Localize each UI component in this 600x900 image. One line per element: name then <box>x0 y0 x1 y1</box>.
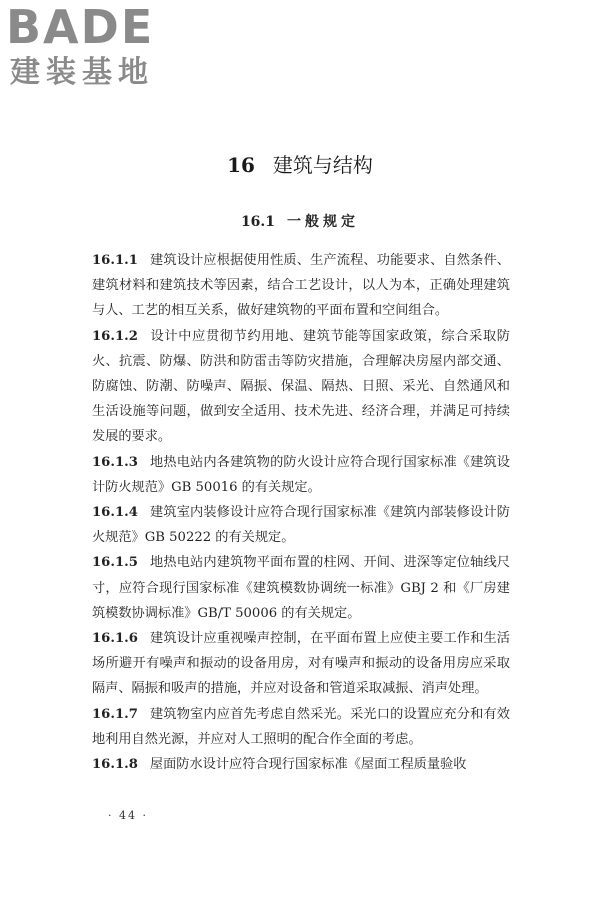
section-number: 16.1 <box>240 214 276 230</box>
clause-number: 16.1.8 <box>92 757 138 773</box>
clause-text: 设计中应贯彻节约用地、建筑节能等国家政策，综合采取防火、抗震、防爆、防洪和防雷击等防灾措施，合理解决房屋内部交通、防腐蚀、防潮、防噪声、隔振、保温、隔热、日照、采光、自然通风和生活设施等问题，做到安全适用、技术先进、经济合理，并满足可持续发展的要求。 <box>92 328 510 445</box>
clause <box>92 702 510 752</box>
clause-number: 16.1.5 <box>92 555 138 571</box>
clause <box>92 500 510 550</box>
clause-text: 建筑物室内应首先考虑自然采光。采光口的设置应充分和有效地利用自然光源，并应对人工照明的配合作全面的考虑。 <box>92 706 510 747</box>
section-title: 一般规定 <box>287 214 360 230</box>
clause <box>92 248 510 324</box>
clause-text: 屋面防水设计应符合现行国家标准《屋面工程质量验收 <box>149 757 467 773</box>
clause-number: 16.1.1 <box>92 253 138 268</box>
clause-text: 建筑设计应根据使用性质、生产流程、功能要求、自然条件、建筑材料和建筑技术等因素，结合工艺设计，以人为本，正确处理建筑与人、工艺的相互关系，做好建筑物的平面布置和空间组合。 <box>92 253 510 319</box>
clause-number: 16.1.2 <box>92 328 138 344</box>
clause-text: 建筑室内装修设计应符合现行国家标准《建筑内部装修设计防火规范》GB 50222 的有关规定。 <box>92 505 510 546</box>
clause-text: 建筑设计应重视噪声控制，在平面布置上应使主要工作和生活场所避开有噪声和振动的设备用房，对有噪声和振动的设备用房应采取隔声、隔振和吸声的措施，并应对设备和管道采取减振、消声处理。 <box>92 631 510 697</box>
clause-number: 16.1.7 <box>92 706 138 722</box>
chapter-heading <box>0 152 600 178</box>
logo-subtitle: 建装基地 <box>10 55 154 90</box>
clause-text: 地热电站内建筑物平面布置的柱网、开间、进深等定位轴线尺寸，应符合现行国家标准《建筑模数协调统一标准》GBJ 2 和《厂房建筑模数协调标准》GB/T 50006 的有关规定。 <box>92 555 510 621</box>
bade-logo <box>6 2 176 94</box>
clause-number: 16.1.4 <box>92 505 138 521</box>
clause-number: 16.1.6 <box>92 631 138 647</box>
section-heading <box>0 212 600 232</box>
clause <box>92 324 510 450</box>
clause <box>92 550 510 626</box>
page-number: · 44 · <box>108 809 148 822</box>
logo-wordmark: BADE <box>6 0 155 54</box>
chapter-number: 16 <box>227 153 255 177</box>
clause <box>92 450 510 500</box>
clause <box>92 752 510 777</box>
clause <box>92 626 510 702</box>
clause-text: 地热电站内各建筑物的防火设计应符合现行国家标准《建筑设计防火规范》GB 50016 的有关规定。 <box>92 454 510 495</box>
chapter-title: 建筑与结构 <box>272 153 373 177</box>
clause-number: 16.1.3 <box>92 454 138 470</box>
clause-list <box>92 248 510 777</box>
